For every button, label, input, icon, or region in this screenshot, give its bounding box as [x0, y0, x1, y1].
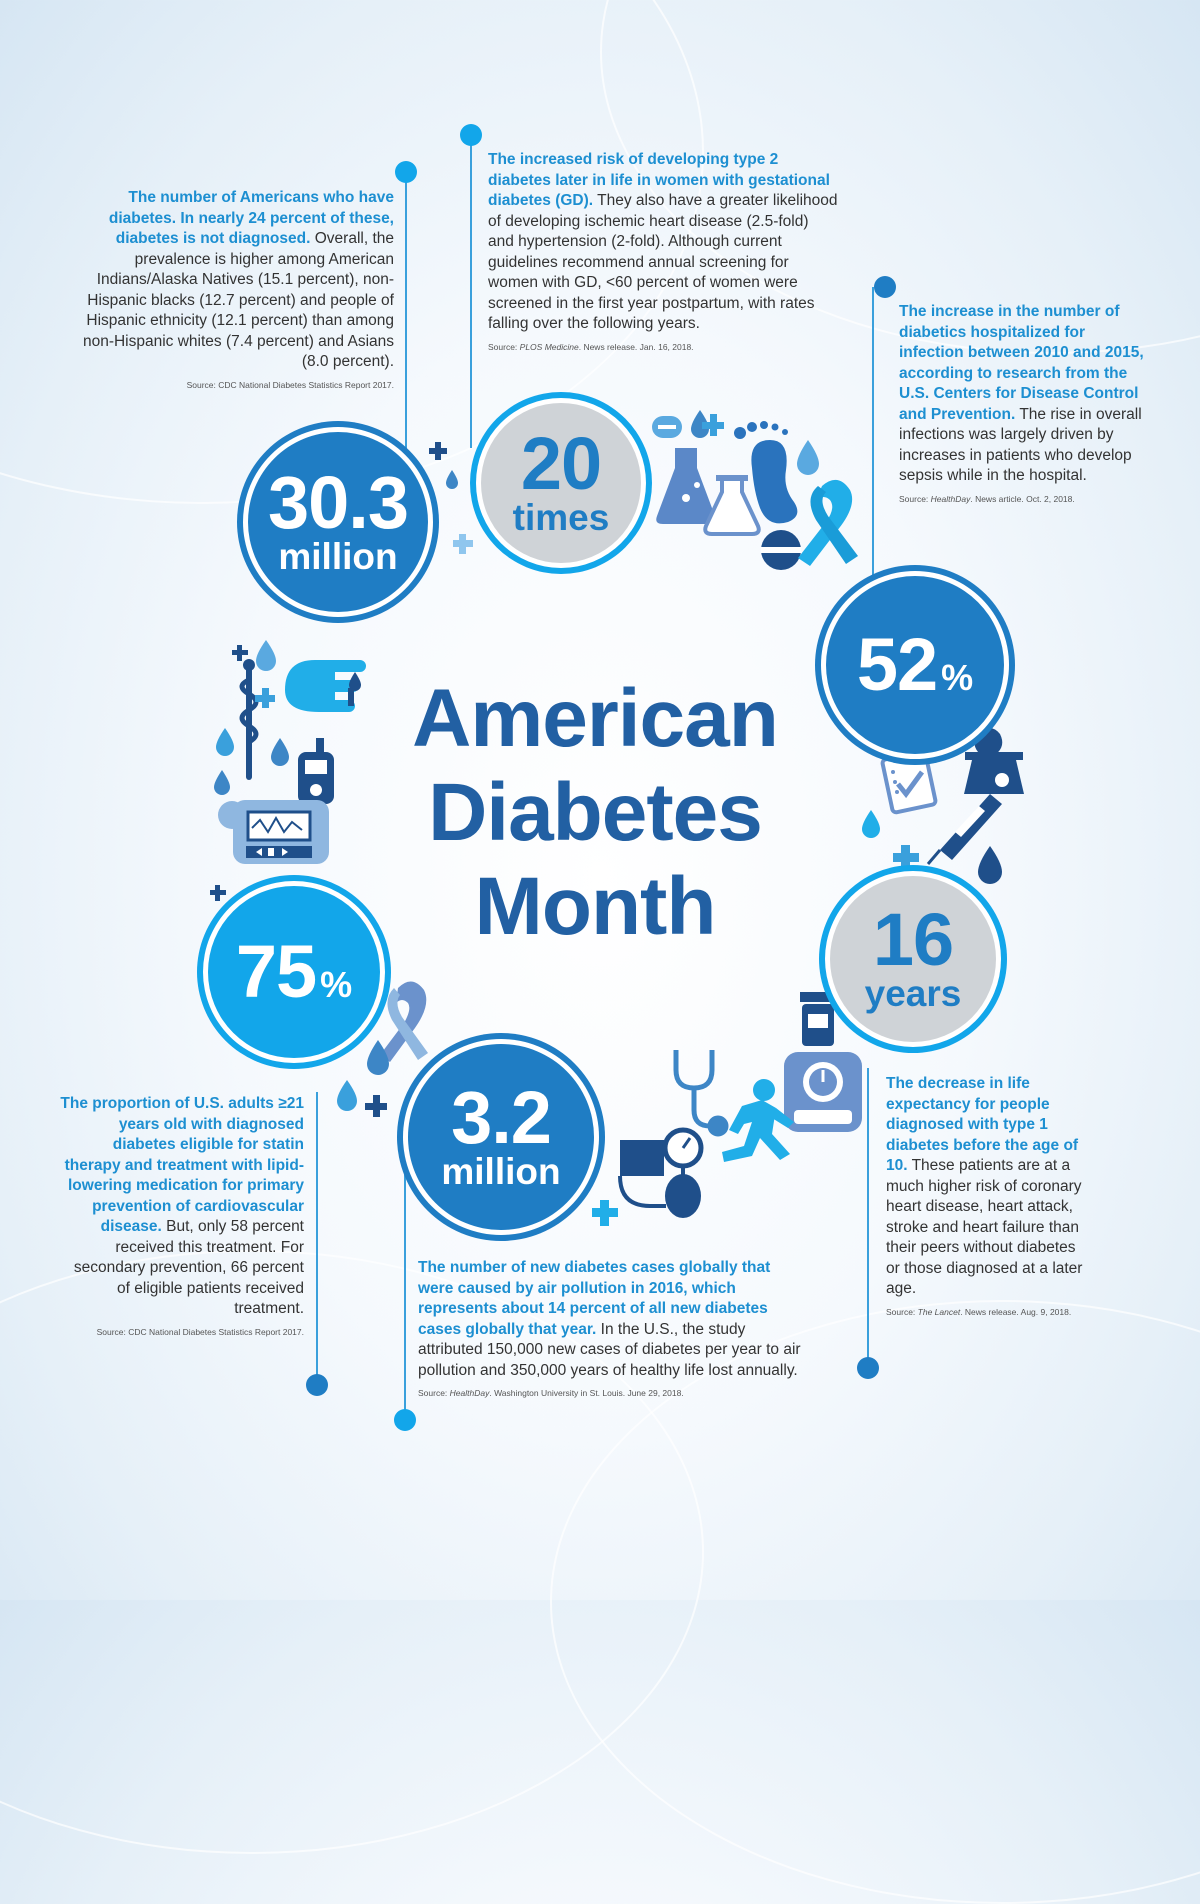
- source-label: Source:: [899, 493, 931, 504]
- fact-highlight: The number of new diabetes cases globally that were caused by air pollution in 2016, which represents about 14 percent of all new diabetes cases globally that year.: [418, 1259, 771, 1338]
- fact-statin: [58, 1094, 304, 1338]
- plus-icon: [893, 845, 919, 871]
- stat-number: 20: [520, 422, 602, 505]
- plus-icon: [210, 885, 226, 901]
- connector-dot: [460, 124, 482, 146]
- checklist-icon: [882, 751, 936, 813]
- stat-number: 52: [856, 623, 938, 706]
- water-drop-icon: [446, 470, 458, 489]
- fact-body: These patients are at a much higher risk of coronary heart disease, heart attack, stroke and heart failure than their peers without diabetes or those diagnosed at a later age.: [886, 1157, 1083, 1297]
- source-detail: . News release. Aug. 9, 2018.: [960, 1306, 1072, 1317]
- source-label: Source:: [418, 1388, 450, 1398]
- water-drop-icon: [337, 1080, 357, 1111]
- connector-dot: [395, 161, 417, 183]
- water-drop-icon: [978, 846, 1002, 884]
- connector-dot: [394, 1409, 416, 1431]
- plus-icon: [429, 442, 447, 460]
- blood-pressure-monitor-icon: [620, 1130, 701, 1218]
- source-publication: HealthDay: [449, 1388, 490, 1398]
- source-label: Source:: [886, 1306, 918, 1317]
- fact-highlight: The proportion of U.S. adults ≥21 years old with diagnosed diabetes eligible for statin therapy and treatment with lipid-lowering medication for primary prevention of cardiovascular disease.: [60, 1095, 304, 1235]
- water-drop-icon: [256, 640, 276, 671]
- plus-icon: [592, 1200, 618, 1226]
- fact-body: They also have a greater likelihood of developing ischemic heart disease (2.5-fold) and hypertension (2-fold). Although current guidelines recommend annual screening for women with GD, <60 percent of women were screened in the first year postpartum, with rates falling over the following years.: [488, 192, 838, 332]
- weight-scale-icon: [784, 1052, 862, 1132]
- title-line: American: [412, 673, 778, 764]
- fact-americans: [60, 188, 394, 391]
- medical-staff-icon: [242, 659, 256, 780]
- stat-number: 3.2: [451, 1076, 551, 1159]
- connector-dot: [874, 276, 896, 298]
- food-scale-icon: [964, 728, 1024, 794]
- fact-highlight: The number of Americans who have diabetes. In nearly 24 percent of these, diabetes is not diagnosed.: [108, 189, 394, 247]
- stat-number: 75: [235, 930, 317, 1013]
- pill-icon: [652, 416, 682, 438]
- connector-dot: [857, 1357, 879, 1379]
- stat-number: 16: [872, 898, 954, 981]
- connector-dot: [306, 1374, 328, 1396]
- stat-unit: times: [512, 497, 610, 538]
- source-label: Source:: [488, 341, 520, 352]
- stat-unit: %: [941, 657, 974, 698]
- fact-source: Source: CDC National Diabetes Statistics Report 2017.: [96, 1326, 304, 1337]
- stat-unit: million: [278, 536, 398, 577]
- awareness-ribbon-icon: [380, 981, 428, 1062]
- source-publication: HealthDay: [930, 493, 971, 504]
- fact-source: [488, 341, 838, 353]
- stat-unit: years: [864, 973, 962, 1014]
- fact-source: Source: CDC National Diabetes Statistics Report 2017.: [186, 379, 394, 390]
- fact-body: Overall, the prevalence is higher among American Indians/Alaska Natives (15.1 percent), non-Hispanic blacks (12.7 percent) and people of Hispanic ethnicity (12.1 percent) than among non-Hispanic whites (7.4 percent) and Asians (8.0 percent).: [82, 230, 394, 370]
- plus-icon: [365, 1095, 387, 1117]
- water-drop-icon: [214, 770, 230, 795]
- title-line: Month: [474, 861, 716, 952]
- water-drop-icon: [216, 728, 234, 756]
- flask-icon: [705, 475, 759, 534]
- stat-number: 30.3: [267, 461, 409, 544]
- fact-highlight: The decrease in life expectancy for people diagnosed with type 1 diabetes before the age of 10.: [886, 1075, 1079, 1174]
- fact-air-pollution: [418, 1258, 808, 1399]
- fact-hospitalized: [899, 302, 1149, 505]
- stat-circle-air-pollution: [408, 1044, 594, 1230]
- plus-icon: [255, 688, 275, 708]
- running-person-icon: [722, 1079, 794, 1162]
- source-detail: . News article. Oct. 2, 2018.: [970, 493, 1075, 504]
- stat-circle-gestational: [481, 403, 641, 563]
- source-detail: . News release. Jan. 16, 2018.: [578, 341, 694, 352]
- water-drop-icon: [271, 738, 289, 766]
- source-publication: The Lancet: [917, 1306, 961, 1317]
- fact-life-expectancy: [886, 1074, 1086, 1318]
- plus-icon: [232, 645, 248, 661]
- fact-body: In the U.S., the study attributed 150,000 new cases of diabetes per year to air pollution and 350,000 years of healthy life lost annually.: [418, 1320, 801, 1379]
- title-line: Diabetes: [428, 767, 762, 858]
- flask-icon: [656, 448, 716, 524]
- source-publication: PLOS Medicine: [519, 341, 579, 352]
- fact-source: [899, 493, 1149, 505]
- stat-unit: million: [441, 1151, 561, 1192]
- fact-source: [418, 1387, 808, 1399]
- plus-icon: [453, 534, 473, 554]
- fact-gestational: [488, 150, 838, 353]
- stethoscope-icon: [676, 1050, 726, 1134]
- stat-circle-americans: [248, 432, 428, 612]
- page-title: [300, 672, 890, 954]
- stat-unit: %: [320, 964, 353, 1005]
- water-drop-icon: [797, 440, 819, 475]
- fact-body: But, only 58 percent received this treatment. For secondary prevention, 66 percent of eligible patients received treatment.: [73, 1218, 304, 1317]
- fact-body: The rise in overall infections was largely driven by increases in patients who develop sepsis while in the hospital.: [899, 405, 1142, 484]
- fact-source: [886, 1306, 1086, 1318]
- source-detail: . Washington University in St. Louis. June 29, 2018.: [489, 1388, 684, 1398]
- medicine-bottle-icon: [800, 992, 836, 1046]
- pill-icon: [761, 530, 801, 570]
- awareness-ribbon-icon: [798, 480, 858, 566]
- fact-highlight: The increased risk of developing type 2 diabetes later in life in women with gestational diabetes (GD).: [488, 151, 830, 209]
- fact-highlight: The increase in the number of diabetics hospitalized for infection between 2010 and 2015, according to research from the U.S. Centers for Disease Control and Prevention.: [899, 303, 1144, 423]
- water-drop-icon: [367, 1040, 389, 1075]
